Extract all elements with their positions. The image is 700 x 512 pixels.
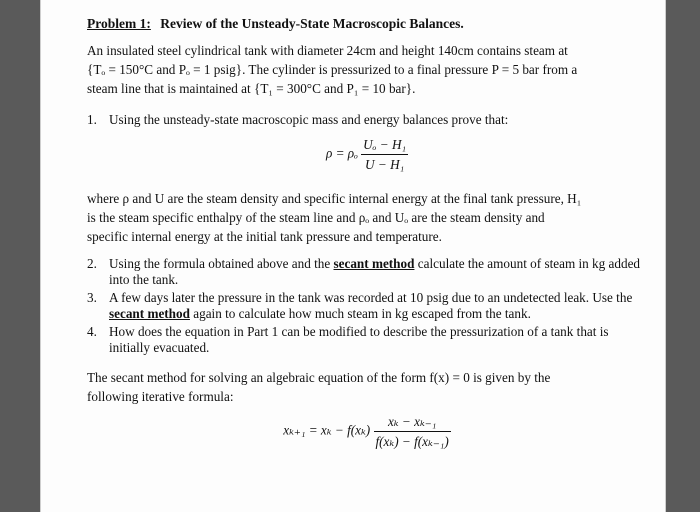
intro-line-3: steam line that is maintained at {T₁ = 300°C and P₁ = 10 bar}. — [87, 81, 416, 96]
density-equation — [87, 135, 647, 175]
question-list — [87, 256, 647, 356]
secant-equation-lhs: xₖ₊₁ = xₖ − f(xₖ) — [283, 422, 371, 438]
question-2-pre: Using the formula obtained above and the — [109, 256, 331, 271]
question-2-text — [109, 256, 647, 288]
problem-number: Problem 1: — [87, 16, 151, 31]
question-1 — [87, 110, 647, 129]
density-equation-fraction — [361, 135, 408, 174]
secant-line-1: The secant method for solving an algebraic equation of the form f(x) = 0 is given by the — [87, 370, 551, 385]
density-equation-denominator: U − H₁ — [365, 157, 405, 172]
secant-equation-numerator: xₖ − xₖ₋₁ — [374, 412, 451, 432]
secant-equation-denominator: f(xₖ) − f(xₖ₋₁) — [375, 434, 449, 449]
intro-line-1: An insulated steel cylindrical tank with diameter 24cm and height 140cm contains steam at — [87, 43, 568, 58]
where-line-2: is the steam specific enthalpy of the steam line and ρₒ and Uₒ are the steam density and — [87, 210, 545, 225]
secant-equation — [87, 412, 647, 452]
density-equation-numerator: Uₒ − H₁ — [361, 135, 408, 155]
question-2-secant-method: secant method — [333, 256, 415, 271]
question-2-post: calculate the amount of steam in kg added into the tank. — [109, 256, 641, 287]
question-1-text: Using the unsteady-state macroscopic mass and energy balances prove that: — [109, 112, 509, 127]
question-3 — [87, 290, 647, 322]
question-3-post: again to calculate how much steam in kg escaped from the tank. — [193, 306, 531, 321]
intro-line-2: {Tₒ = 150°C and Pₒ = 1 psig}. The cylinder is pressurized to a final pressure P = 5 bar from a — [87, 62, 578, 77]
problem-title — [87, 14, 647, 33]
question-3-pre: Use the — [592, 290, 633, 305]
secant-equation-fraction — [374, 412, 451, 451]
document-body — [87, 14, 647, 452]
where-paragraph — [87, 189, 647, 246]
question-4-text: How does the equation in Part 1 can be modified to describe the pressurization of a tank that is initially evacuated. — [109, 324, 609, 355]
question-3-line-1: A few days later the pressure in the tank was recorded at 10 psig due to an undetected leak. — [109, 290, 590, 305]
secant-line-2: following iterative formula: — [87, 389, 234, 404]
problem-heading: Review of the Unsteady-State Macroscopic Balances. — [160, 16, 464, 31]
question-2-number: 2. — [87, 256, 97, 271]
question-2 — [87, 256, 647, 288]
question-3-secant-method: secant method — [109, 306, 190, 321]
where-line-1: where ρ and U are the steam density and specific internal energy at the final tank pressure, H₁ — [87, 191, 582, 206]
document-page — [40, 0, 666, 512]
question-3-number: 3. — [87, 290, 97, 305]
question-4-number: 4. — [87, 324, 97, 339]
question-1-number: 1. — [87, 112, 97, 127]
problem-intro — [87, 41, 647, 98]
question-4 — [87, 324, 647, 356]
secant-paragraph — [87, 368, 647, 406]
where-line-3: specific internal energy at the initial tank pressure and temperature. — [87, 229, 442, 244]
density-equation-lhs: ρ = ρₒ — [325, 145, 358, 161]
question-3-text — [109, 290, 647, 322]
